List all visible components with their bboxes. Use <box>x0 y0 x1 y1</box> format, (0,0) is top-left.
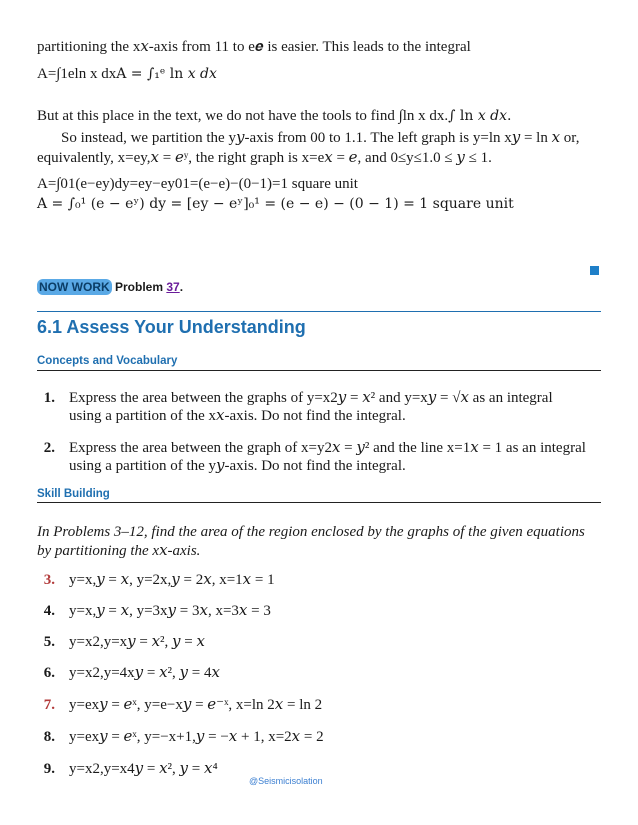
item-text-cont: using a partition of the y𝑦-axis. Do not find the integral. <box>69 458 406 474</box>
problem-item <box>37 632 205 652</box>
now-work-tag: NOW WORK <box>39 280 110 294</box>
list-item <box>37 438 586 458</box>
problem-text: y=x,𝑦 = 𝑥, y=2x,𝑦 = 2𝑥, x=1𝑥 = 1 <box>69 572 275 588</box>
problems-intro-cont: by partitioning the x𝑥-axis. <box>37 543 201 559</box>
text-line: partitioning the x𝑥-axis from 11 to e𝒆 is easier. This leads to the integral <box>37 39 471 55</box>
subheading-skill: Skill Building <box>37 488 110 500</box>
integral-text: A=∫1eln x dx <box>37 66 117 82</box>
problem-number: 8. <box>43 729 55 745</box>
integral-line <box>37 64 217 84</box>
now-work-period: . <box>179 280 184 294</box>
problem-text: y=x2,y=4x𝑦 = 𝑥², 𝑦 = 4𝑥 <box>69 665 220 681</box>
problem-item <box>37 759 218 779</box>
list-item <box>37 388 553 408</box>
tools-text: But at this place in the text, we do not have the tools to find ∫ln x dx. <box>37 108 449 124</box>
footer-watermark: @Seismicisolation <box>249 776 323 786</box>
section-title: 6.1 Assess Your Understanding <box>37 317 306 337</box>
problem-text: y=ex𝑦 = 𝑒ˣ, y=−x+1,𝑦 = −𝑥 + 1, x=2𝑥 = 2 <box>69 729 324 745</box>
subheading-rule <box>37 502 601 503</box>
problem-text: y=x,𝑦 = 𝑥, y=3x𝑦 = 3𝑥, x=3𝑥 = 3 <box>69 603 271 619</box>
problem-link[interactable]: 37 <box>166 280 180 294</box>
item-text-cont: using a partition of the x𝑥-axis. Do not find the integral. <box>69 408 406 424</box>
problem-text: y=x2,y=x𝑦 = 𝑥², 𝑦 = 𝑥 <box>69 634 205 650</box>
item-number: 2. <box>43 440 55 456</box>
problems-intro: In Problems 3–12, find the area of the region enclosed by the graphs of the given equations <box>37 524 585 540</box>
item-number: 1. <box>43 390 55 406</box>
item-text: Express the area between the graph of x=y2𝑥 = 𝑦² and the line x=1𝑥 = 1 as an integral <box>69 440 586 456</box>
problem-item <box>37 663 220 683</box>
problem-number: 6. <box>43 665 55 681</box>
problem-number: 4. <box>43 603 55 619</box>
now-work-callout <box>37 279 183 295</box>
problem-number: 3. <box>43 572 55 588</box>
problem-item <box>37 570 275 590</box>
problem-number: 9. <box>43 761 55 777</box>
item-text: Express the area between the graphs of y=x2𝑦 = 𝑥² and y=x𝑦 = √𝑥 as an integral <box>69 390 553 406</box>
problem-text: y=ex𝑦 = 𝑒ˣ, y=e−x𝑦 = 𝑒⁻ˣ, x=ln 2𝑥 = ln 2 <box>69 697 323 713</box>
tools-math: ∫ ln 𝑥 𝑑𝑥. <box>448 108 512 124</box>
subheading-rule <box>37 370 601 371</box>
text-line <box>37 106 511 126</box>
problem-item <box>37 727 324 747</box>
subheading-concepts: Concepts and Vocabulary <box>37 355 178 367</box>
problem-text: y=x2,y=x4𝑦 = 𝑥², 𝑦 = 𝑥⁴ <box>69 761 218 777</box>
end-of-example-square-icon <box>590 266 599 275</box>
problem-number: 7. <box>43 697 55 713</box>
text-line: A=∫01(e−ey)dy=ey−ey01=(e−e)−(0−1)=1 square unit <box>37 176 358 192</box>
section-divider <box>37 311 601 312</box>
text-line: So instead, we partition the y𝑦-axis from 00 to 1.1. The left graph is y=ln x𝑦 = ln 𝑥 or, <box>61 130 580 146</box>
problem-item <box>37 695 322 715</box>
integral-math: A = ∫₁ᵉ ln 𝑥 𝑑𝑥 <box>116 66 217 82</box>
now-work-label: Problem <box>115 280 164 294</box>
problem-number: 5. <box>43 634 55 650</box>
problem-item <box>37 601 271 621</box>
text-line: equivalently, x=ey,𝑥 = 𝑒ʸ, the right graph is x=e𝑥 = 𝑒, and 0≤y≤1.0 ≤ 𝑦 ≤ 1. <box>37 150 492 166</box>
area-equation: A = ∫₀¹ (e − eʸ) dy = [ey − eʸ]₀¹ = (e − e) − (0 − 1) = 1 square unit <box>37 196 514 212</box>
